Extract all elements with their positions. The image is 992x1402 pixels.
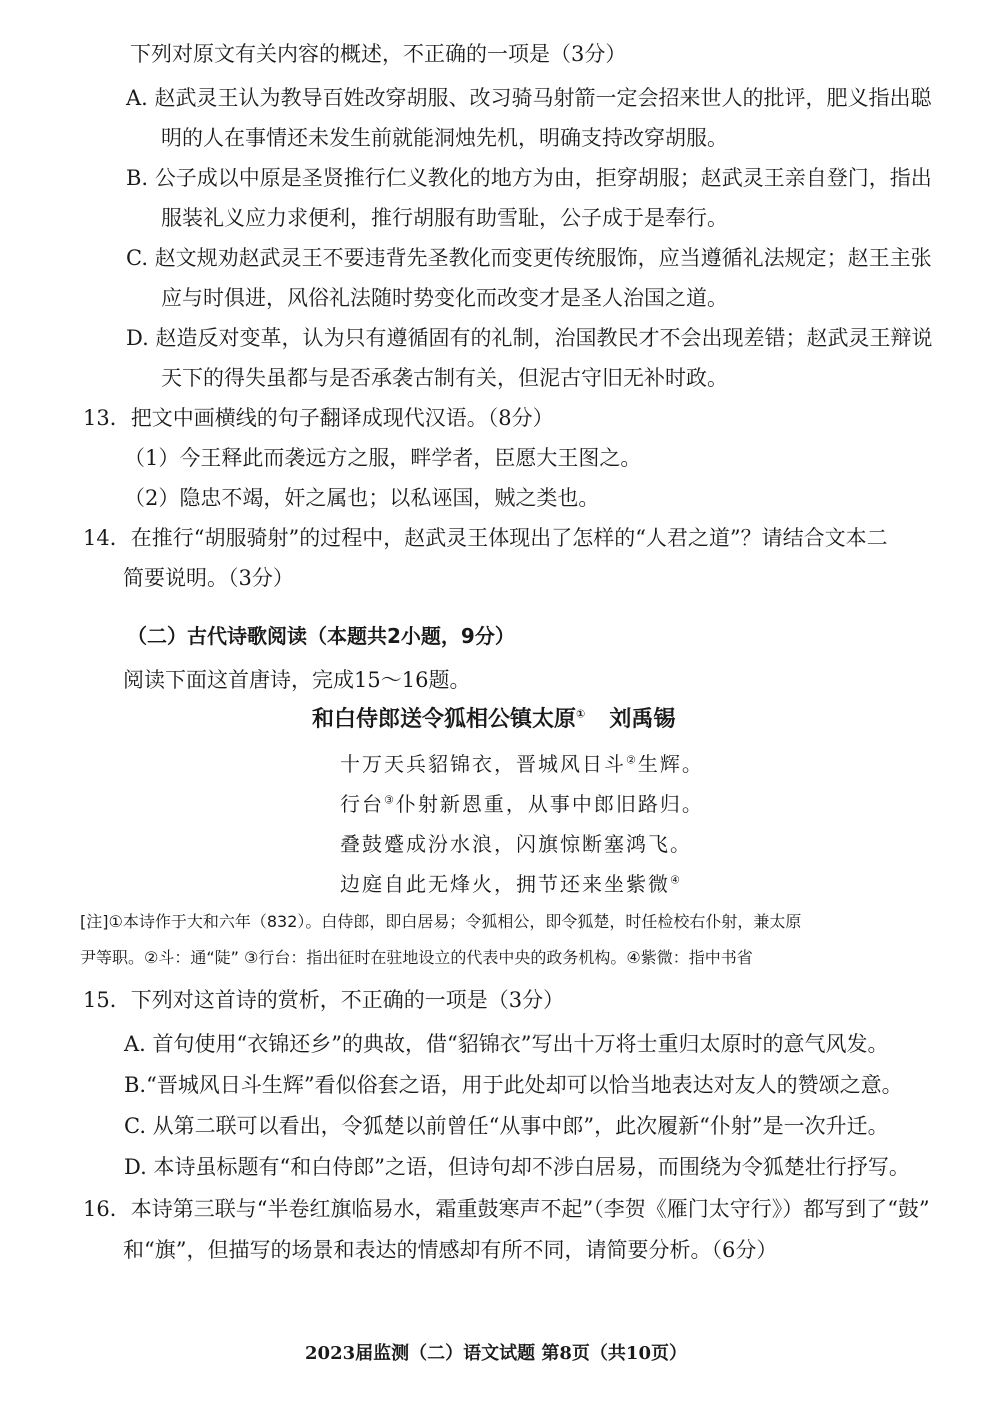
poem-notes-line1: [注]①本诗作于大和六年（832）。白侍郎，即白居易；令狐相公，即令狐楚，时任检校右仆射，兼太原 bbox=[80, 912, 802, 931]
section-intro: 阅读下面这首唐诗，完成15～16题。 bbox=[123, 668, 471, 692]
q12-option-a-line1: A. 赵武灵王认为教导百姓改穿胡服、改习骑马射箭一定会招来世人的批评，肥义指出聪 bbox=[126, 86, 932, 110]
q12-stem: 下列对原文有关内容的概述，不正确的一项是（3分） bbox=[130, 42, 627, 66]
q14-line1: 14．在推行“胡服骑射”的过程中，赵武灵王体现出了怎样的“人君之道”？请结合文本二 bbox=[83, 526, 888, 550]
page-footer: 2023届监测（二）语文试题 第8页（共10页） bbox=[305, 1343, 687, 1364]
q13-stem: 13．把文中画横线的句子翻译成现代汉语。（8分） bbox=[83, 406, 554, 430]
poem-line-3: 叠鼓蹙成汾水浪，闪旗惊断塞鸿飞。 bbox=[340, 832, 692, 856]
q16-line2: 和“旗”，但描写的场景和表达的情感却有所不同，请简要分析。（6分） bbox=[123, 1238, 778, 1262]
q12-option-d-line2: 天下的得失虽都与是否承袭古制有关，但泥古守旧无补时政。 bbox=[161, 366, 728, 390]
q12-option-b-line1: B. 公子成以中原是圣贤推行仁义教化的地方为由，拒穿胡服；赵武灵王亲自登门，指出 bbox=[126, 166, 932, 190]
q12-option-d-line1: D. 赵造反对变革，认为只有遵循固有的礼制，治国教民才不会出现差错；赵武灵王辩说 bbox=[126, 326, 933, 350]
poem-notes-line2: 尹等职。②斗：通“陡” ③行台：指出征时在驻地设立的代表中央的政务机构。④紫微：指中书省 bbox=[80, 948, 753, 967]
q16-line1: 16．本诗第三联与“半卷红旗临易水，霜重鼓寒声不起”（李贺《雁门太守行》）都写到了“鼓” bbox=[83, 1197, 930, 1221]
poem-line-4: 边庭自此无烽火，拥节还来坐紫微④ bbox=[340, 872, 682, 896]
q12-option-c-line1: C. 赵文规劝赵武灵王不要违背先圣教化而变更传统服饰，应当遵循礼法规定；赵王主张 bbox=[126, 246, 932, 270]
q15-stem: 15．下列对这首诗的赏析，不正确的一项是（3分） bbox=[83, 988, 565, 1012]
q13-item-1: （1）今王释此而袭远方之服，畔学者，臣愿大王图之。 bbox=[124, 446, 642, 470]
poem-title-note: ① bbox=[576, 707, 586, 721]
poem-line-2: 行台③仆射新恩重，从事中郎旧路归。 bbox=[340, 792, 704, 816]
poem-title: 和白侍郎送令狐相公镇太原① 刘禹锡 bbox=[312, 707, 676, 732]
poem-line-1: 十万天兵貂锦衣，晋城风日斗②生辉。 bbox=[340, 752, 704, 776]
q13-item-2: （2）隐忠不竭，奸之属也；以私诬国，贼之类也。 bbox=[124, 486, 600, 510]
q15-option-c: C. 从第二联可以看出，令狐楚以前曾任“从事中郎”，此次履新“仆射”是一次升迁。 bbox=[124, 1114, 889, 1138]
q15-option-d: D. 本诗虽标题有“和白侍郎”之语，但诗句却不涉白居易，而围绕为令狐楚壮行抒写。 bbox=[124, 1155, 910, 1179]
poem-author: 刘禹锡 bbox=[609, 707, 676, 732]
q14-line2: 简要说明。（3分） bbox=[123, 566, 294, 590]
q15-option-a: A. 首句使用“衣锦还乡”的典故，借“貂锦衣”写出十万将士重归太原时的意气风发。 bbox=[124, 1032, 889, 1056]
section-title: （二）古代诗歌阅读（本题共2小题，9分） bbox=[127, 624, 515, 648]
q15-option-b: B.“晋城风日斗生辉”看似俗套之语，用于此处却可以恰当地表达对友人的赞颂之意。 bbox=[124, 1073, 903, 1097]
q12-option-a-line2: 明的人在事情还未发生前就能洞烛先机，明确支持改穿胡服。 bbox=[161, 126, 728, 150]
q12-option-c-line2: 应与时俱进，风俗礼法随时势变化而改变才是圣人治国之道。 bbox=[161, 286, 728, 310]
q12-option-b-line2: 服装礼义应力求便利，推行胡服有助雪耻，公子成于是奉行。 bbox=[161, 206, 728, 230]
